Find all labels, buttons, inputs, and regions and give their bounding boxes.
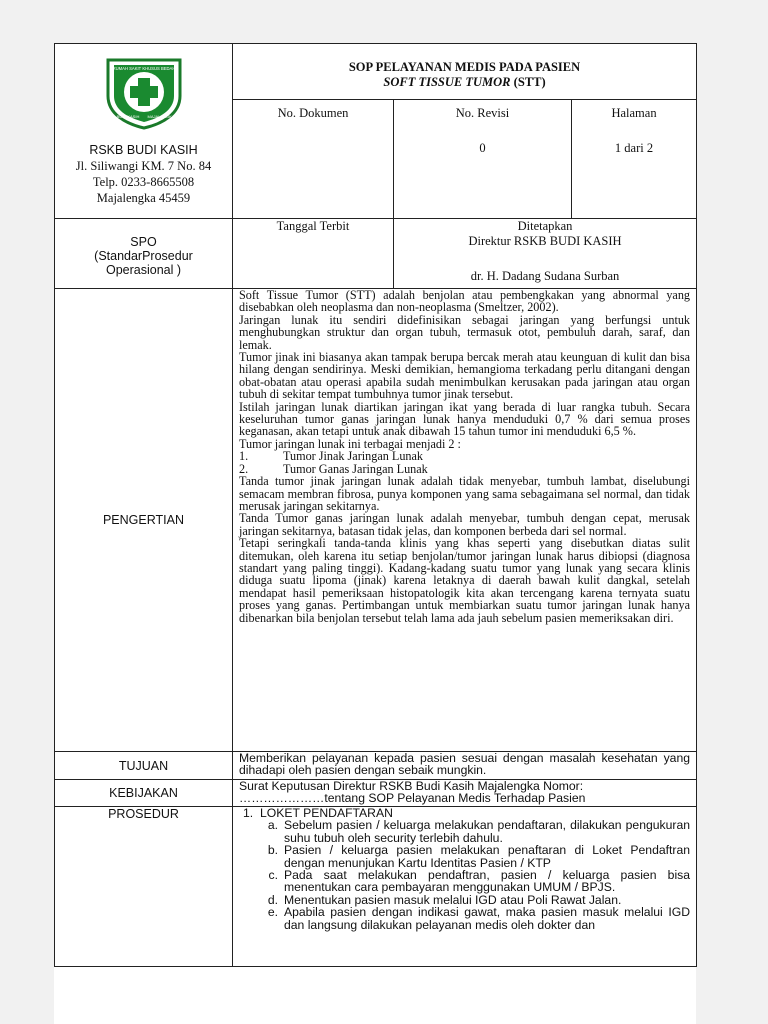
pengertian-paragraph: Tumor jinak ini biasanya akan tampak berupa bercak merah atau keunguan di kulit dan bisa hilang dengan sendirinya. Meski demikian, hemangioma terkadang perlu ditangani dengan obat-obatan atau operasi apabila sudah menimbulkan kerusakan pada jaringan atau organ tubuh di sekitar tempat tumbuhnya tumor jinak tersebut. [239,350,691,402]
pengertian-paragraph: Tanda Tumor ganas jaringan lunak adalah menyebar, tumbuh dengan cepat, merusak jaringan sekitarnya, batasan tidak jelas, dan komponen berbeda dari sel normal. [239,511,691,538]
prosedur-heading: 1. LOKET PENDAFTARAN [243,806,393,820]
pengertian-paragraph: Jaringan lunak itu sendiri didefinisikan sebagai jaringan yang berfungsi untuk menghubungkan struktur dan organ tubuh, termasuk otot, pembuluh darah, saraf, dan lemak. [239,312,691,352]
title-cell [233,44,697,100]
doc-number-label: No. Dokumen [277,106,349,120]
pengertian-content [233,289,697,752]
document-title: SOP PELAYANAN MEDIS PADA PASIEN [348,60,581,74]
hospital-phone: Telp. 0233-8665508 [92,175,195,189]
list-item: c. Pada saat melakukan pendaftran, pasien / keluarga pasien bisa menentukan cara pembayaran menggunakan UMUM / BPJS. [268,868,691,895]
list-item: b. Pasien / keluarga pasien melakukan penaftaran di Loket Pendaftran dengan menunjukan Kartu Identitas Pasien / KTP [267,843,691,870]
tujuan-label: TUJUAN [118,758,169,773]
hospital-logo [100,56,188,130]
document-subtitle: SOFT TISSUE TUMOR (STT) [383,75,546,89]
page-value: 1 dari 2 [614,141,654,155]
approval-cell [394,219,697,289]
kebijakan-content [233,780,697,807]
prosedur-content [233,807,697,967]
pengertian-paragraph: Tetapi seringkali tanda-tanda klinis yang khas seperti yang disebutkan diatas sulit ditemukan, oleh karena itu setiap benjolan/tumor jaringan lunak harus dibiopsi (diagnosa standart yang paling tinggi). Kadang-kadang suatu tumor yang lunak yang secara klinis diduga suatu lipoma (jinak) karena letaknya di daerah bawah kulit dangkal, setelah mendapat hasil pemeriksaan histopatologik kita akan tercengang karena ternyata suatu proses yang ganas. Pertimbangan untuk membiarkan suatu tumor jaringan lunak hanya dibenarkan bila benjolan tersebut telah lama ada jauh sebelum pasien memeriksakan diri. [239,536,691,625]
logo-bottom-right-text: MAJALENGKA [147,114,174,119]
revision-cell [394,100,572,219]
kebijakan-text: Surat Keputusan Direktur RSKB Budi Kasih Majalengka Nomor: [239,779,584,793]
tumor-type-list [239,450,690,475]
pengertian-paragraph: Tanda tumor jinak jaringan lunak adalah tidak menyebar, tumbuh lambat, diselubungi semacam membran fibrosa, punya komponen yang sama sebagaimana sel normal, dan tidak merusak jaringan sekitarnya. [239,474,691,513]
prosedur-label: PROSEDUR [108,807,179,821]
tujuan-content [233,752,697,780]
kebijakan-text-2: …………………tentang SOP Pelayanan Medis Terhadap Pasien [239,791,586,806]
kebijakan-label: KEBIJAKAN [109,786,178,800]
pengertian-paragraph: Tumor jaringan lunak ini terbagai menjadi 2 : [239,436,461,451]
doc-number-cell [233,100,394,219]
hospital-name: RSKB BUDI KASIH [89,143,198,157]
issue-date-cell [233,219,394,289]
spo-label: SPO [130,235,157,249]
list-item: 2. Tumor Ganas Jaringan Lunak [239,461,428,476]
page-cell [572,100,697,219]
pengertian-paragraph: Istilah jaringan lunak diartikan jaringan ikat yang berada di luar rangka tubuh. Secara keseluruhan tumor ganas jaringan lunak hanya menduduki 0,7 % dari semua proses keganasan, akan tetapi untuk anak dibawah 15 tahun tumor ini menduduki 6,5 %. [239,399,691,439]
hospital-city: Majalengka 45459 [96,191,191,205]
prosedur-list [239,819,690,931]
revision-value: 0 [479,141,486,155]
list-item: d. Menentukan pasien masuk melalui IGD atau Poli Rawat Jalan. [267,892,622,907]
spo-sub-label: (StandarProsedur [94,249,193,263]
spo-sub-label-2: Operasional ) [105,263,182,277]
issue-date-label: Tanggal Terbit [276,219,350,233]
logo-bottom-left-text: BUDI KASIH [116,114,139,119]
list-item: e. Apabila pasien dengan indikasi gawat, maka pasien masuk melalui IGD dan langsung dilakukan pelayanan medis oleh dokter dan [267,905,691,932]
hospital-address: Jl. Siliwangi KM. 7 No. 84 [75,159,212,173]
pengertian-label-cell [55,289,233,752]
pengertian-paragraph: Soft Tissue Tumor (STT) adalah benjolan atau pembengkakan yang abnormal yang disebabkan oleh neoplasma dan non-neoplasma (Smeltzer, 2002). [239,288,691,315]
pengertian-label: PENGERTIAN [102,513,185,527]
hospital-cell [55,44,233,219]
logo-top-text: RUMAH SAKIT KHUSUS BEDAH [112,66,175,71]
approved-label: Ditetapkan [517,219,573,233]
tujuan-text: Memberikan pelayanan kepada pasien sesuai dengan masalah kesehatan yang dihadapi oleh pasien dengan sebaik mungkin. [239,751,691,778]
kebijakan-label-cell [55,780,233,807]
approved-by: Direktur RSKB BUDI KASIH [468,234,622,248]
list-item: 1. Tumor Jinak Jaringan Lunak [239,449,424,464]
revision-label: No. Revisi [455,106,510,120]
signatory: dr. H. Dadang Sudana Surban [470,269,620,283]
spo-cell [55,219,233,289]
sop-table [54,43,697,967]
prosedur-label-cell [55,807,233,967]
list-item: a. Sebelum pasien / keluarga melakukan pendaftaran, dilakukan pengukuran suhu tubuh oleh security terlebih dahulu. [267,818,691,845]
page-label: Halaman [611,106,657,120]
tujuan-label-cell [55,752,233,780]
